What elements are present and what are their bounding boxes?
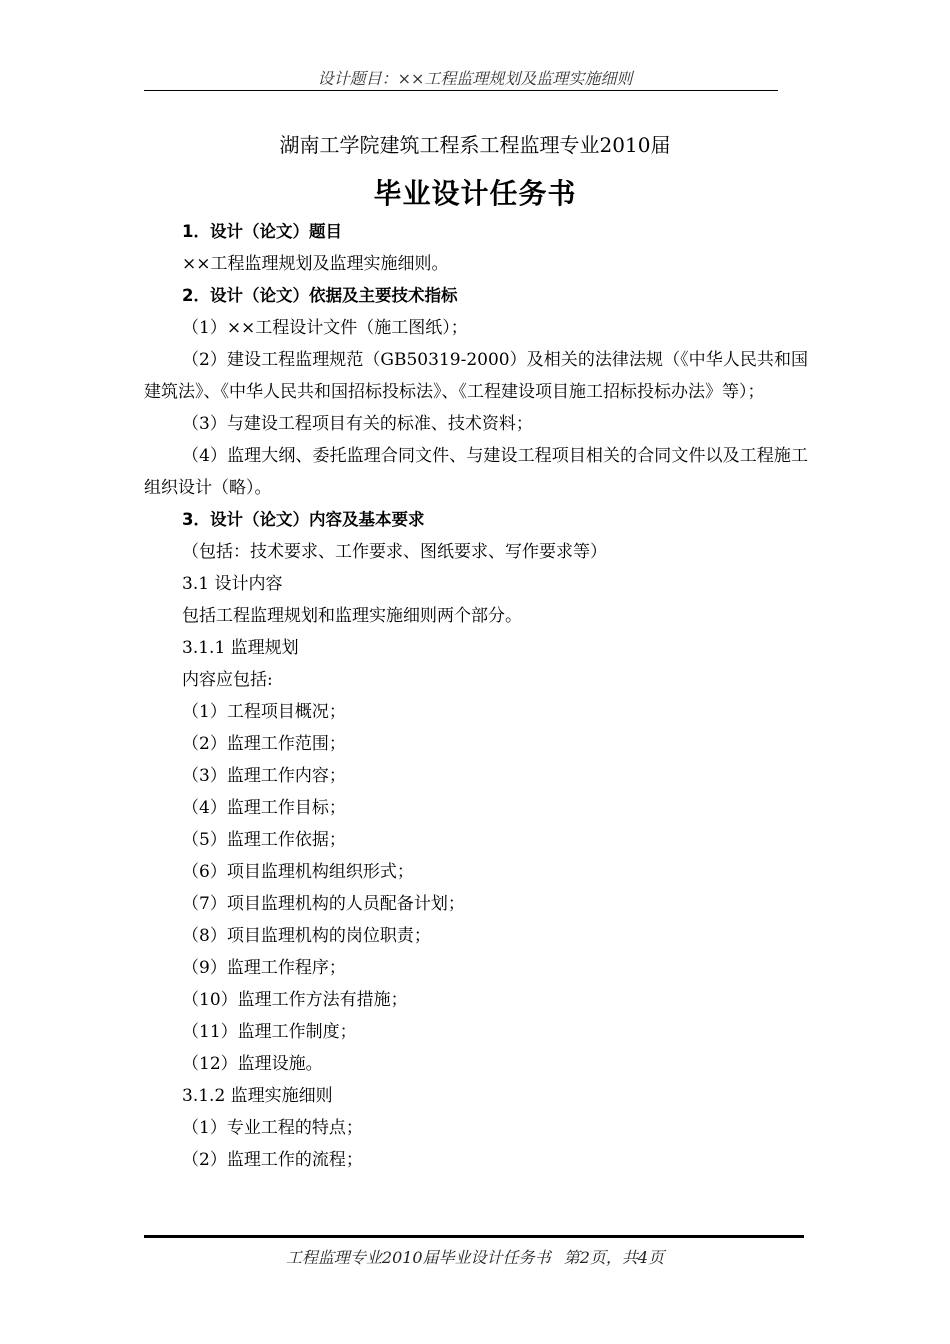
list-item: （6）项目监理机构组织形式； [182,862,414,882]
document-title: 毕业设计任务书 [373,177,577,210]
list-item: （12）监理设施。 [182,1054,323,1074]
section-3-1-text: 包括工程监理规划和监理实施细则两个部分。 [182,606,522,626]
list-item: （7）项目监理机构的人员配备计划； [182,894,465,914]
list-item: （2）监理工作的流程； [182,1150,363,1170]
section-3-1-1-intro: 内容应包括: [182,670,273,690]
page-header: 设计题目：××工程监理规划及监理实施细则 [317,69,633,88]
section-3-1-heading: 3.1 设计内容 [182,574,283,594]
list-item: （11）监理工作制度； [182,1022,357,1042]
section-2-item: （3）与建设工程项目有关的标准、技术资料； [182,414,533,434]
list-item: （1）专业工程的特点； [182,1118,363,1138]
section-3-1-1-heading: 3.1.1 监理规划 [182,638,299,658]
list-item: （3）监理工作内容； [182,766,346,786]
section-1-text: ××工程监理规划及监理实施细则。 [182,254,449,274]
section-3-heading: 3．设计（论文）内容及基本要求 [182,510,425,529]
section-2-item: （2）建设工程监理规范（GB50319-2000）及相关的法律法规（《中华人民共和国建筑法》、《中华人民共和国招标投标法》、《工程建设项目施工招标投标办法》等）； [144,350,808,402]
list-item: （5）监理工作依据； [182,830,346,850]
header-divider [144,90,778,91]
section-1-heading: 1．设计（论文）题目 [182,222,342,241]
footer-title: 工程监理专业2010届毕业设计任务书 [285,1248,551,1267]
school-line: 湖南工学院建筑工程系工程监理专业2010届 [279,133,671,157]
list-item: （9）监理工作程序； [182,958,346,978]
section-2-heading: 2．设计（论文）依据及主要技术指标 [182,286,458,305]
page-footer [0,1245,950,1268]
footer-divider [144,1235,804,1238]
list-item: （1）工程项目概况； [182,702,346,722]
list-item: （8）项目监理机构的岗位职责； [182,926,431,946]
section-3-1-2-heading: 3.1.2 监理实施细则 [182,1086,333,1106]
list-item: （4）监理工作目标； [182,798,346,818]
section-2-item: （1）××工程设计文件（施工图纸）； [182,318,468,338]
list-item: （10）监理工作方法有措施； [182,990,408,1010]
section-3-note: （包括：技术要求、工作要求、图纸要求、写作要求等） [182,542,607,562]
section-2-item: （4）监理大纲、委托监理合同文件、与建设工程项目相关的合同文件以及工程施工组织设计（略）。 [144,446,808,498]
document-body [144,216,808,1176]
footer-page-number: 第2页，共4页 [563,1248,665,1267]
list-item: （2）监理工作范围； [182,734,346,754]
